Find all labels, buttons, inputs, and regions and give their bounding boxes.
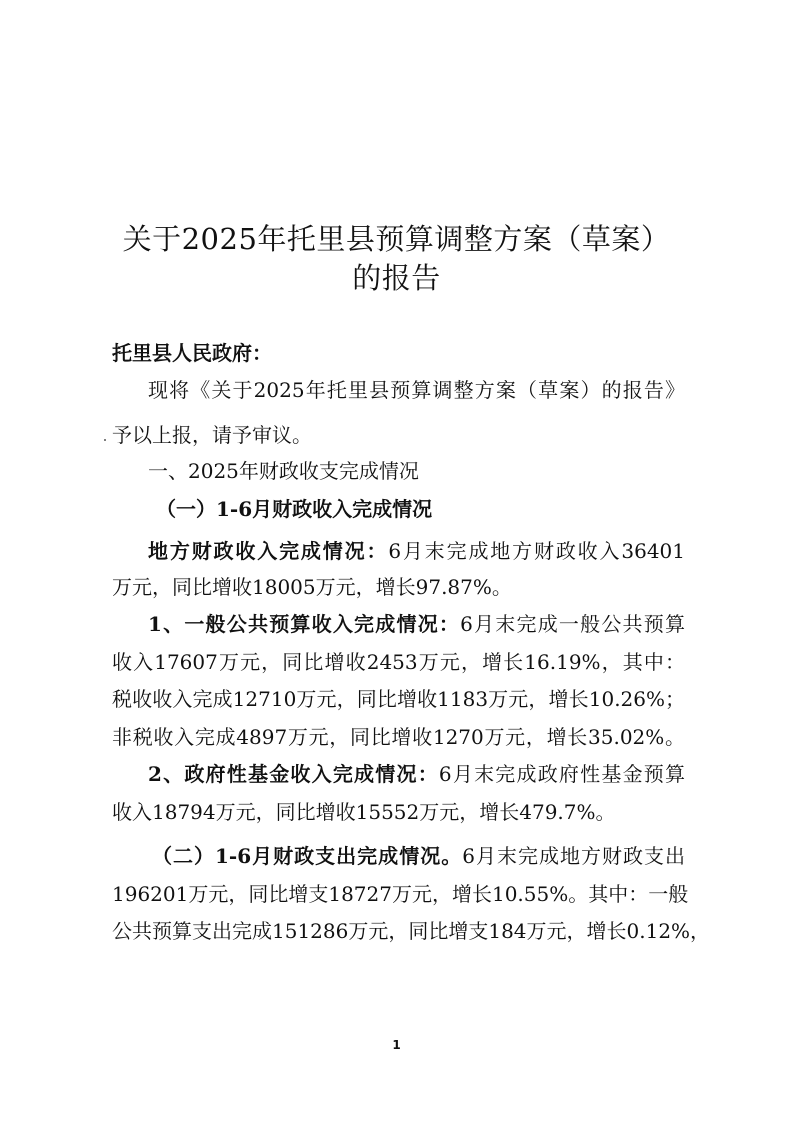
expenditure-line-2: 196201万元，同比增支18727万元，增长10.55%。其中：一般 bbox=[112, 882, 689, 906]
general-budget-line-4: 非税收入完成4897万元，同比增收1270万元，增长35.02%。 bbox=[112, 725, 685, 749]
general-budget-line-3: 税收收入完成12710万元，同比增收1183万元，增长10.26%； bbox=[112, 687, 685, 711]
local-revenue-line-1 bbox=[148, 536, 685, 566]
expenditure-line-1 bbox=[152, 841, 685, 871]
expenditure-text: 6月末完成地方财政支出 bbox=[462, 844, 685, 868]
subsection-1-heading: （一）1-6月财政收入完成情况 bbox=[156, 497, 433, 521]
fund-budget-text: 6月末完成政府性基金预算 bbox=[438, 762, 685, 786]
document-title-line-2: 的报告 bbox=[352, 261, 441, 295]
intro-line-1: 现将《关于2025年托里县预算调整方案（草案）的报告》 bbox=[148, 378, 685, 402]
local-revenue-label: 地方财政收入完成情况： bbox=[148, 539, 389, 563]
salutation: 托里县人民政府： bbox=[112, 341, 272, 365]
fund-budget-line-2: 收入18794万元，同比增收15552万元，增长479.7%。 bbox=[112, 800, 616, 824]
intro-line-2: 予以上报，请予审议。 bbox=[112, 423, 312, 447]
scan-speck bbox=[104, 439, 106, 441]
general-budget-text: 6月末完成一般公共预算 bbox=[460, 612, 685, 636]
section-1-heading: 一、2025年财政收支完成情况 bbox=[148, 459, 419, 483]
general-budget-label: 1、一般公共预算收入完成情况： bbox=[148, 612, 461, 636]
expenditure-label: （二）1-6月财政支出完成情况。 bbox=[152, 844, 463, 868]
fund-budget-label: 2、政府性基金收入完成情况： bbox=[148, 762, 439, 786]
expenditure-line-3: 公共预算支出完成151286万元，同比增支184万元，增长0.12%， bbox=[112, 919, 711, 943]
general-budget-line-1 bbox=[148, 609, 685, 639]
document-title-line-1: 关于2025年托里县预算调整方案（草案） bbox=[122, 222, 671, 256]
local-revenue-line-2: 万元，同比增收18005万元，增长97.87%。 bbox=[112, 575, 512, 599]
local-revenue-text: 6月末完成地方财政收入36401 bbox=[388, 539, 685, 563]
general-budget-line-2: 收入17607万元，同比增收2453万元，增长16.19%，其中： bbox=[112, 650, 685, 674]
page-number: 1 bbox=[392, 1038, 401, 1052]
fund-budget-line-1 bbox=[148, 759, 685, 789]
